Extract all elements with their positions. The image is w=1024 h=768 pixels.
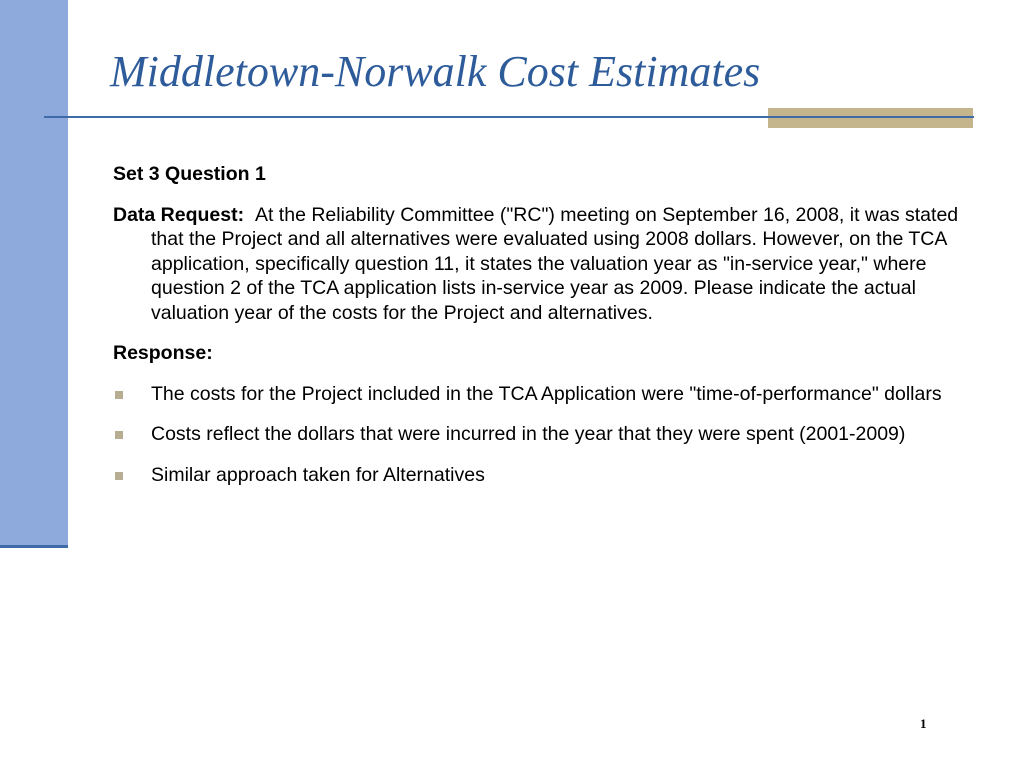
bullet-item <box>113 463 963 488</box>
data-request-paragraph <box>113 203 963 326</box>
response-bullet-list <box>113 382 963 488</box>
bullet-text: The costs for the Project included in the TCA Application were "time-of-performance" dollars <box>151 382 942 405</box>
response-label: Response: <box>113 342 213 364</box>
square-bullet-icon <box>115 472 123 480</box>
slide-body <box>113 162 963 503</box>
title-accent-block <box>768 108 973 128</box>
slide-title: Middletown-Norwalk Cost Estimates <box>110 47 761 96</box>
title-accent-rule <box>768 116 973 118</box>
data-request-label: Data Request: <box>113 203 245 226</box>
bullet-text: Similar approach taken for Alternatives <box>151 463 485 486</box>
page-number: 1 <box>920 716 927 731</box>
left-accent-bar <box>0 0 68 545</box>
bullet-item <box>113 382 963 407</box>
question-heading: Set 3 Question 1 <box>113 163 266 185</box>
square-bullet-icon <box>115 391 123 399</box>
bullet-item <box>113 422 963 447</box>
left-accent-bar-edge <box>0 545 68 548</box>
bullet-text: Costs reflect the dollars that were incurred in the year that they were spent (2001-2009) <box>151 423 906 445</box>
square-bullet-icon <box>115 431 123 439</box>
data-request-text: At the Reliability Committee ("RC") meeting on September 16, 2008, it was stated that the Project and all alternatives were evaluated using 2008 dollars. However, on the TCA application, specifically question 11, it states the valuation year as "in-service year," where question 2 of the TCA application lists in-service year as 2009. Please indicate the actual valuation year of the costs for the Project and alternatives. <box>151 203 959 324</box>
